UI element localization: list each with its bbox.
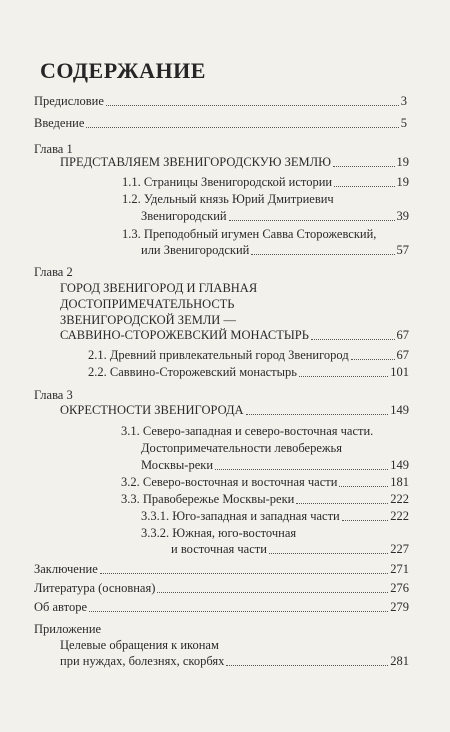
- appendix-label: Приложение: [34, 622, 102, 636]
- toc-page-number: 3: [400, 94, 407, 108]
- leader-dots: [246, 414, 389, 415]
- leader-dots: [339, 486, 388, 487]
- toc-entry-text: САВВИНО-СТОРОЖЕВСКИЙ МОНАСТЫРЬ: [60, 328, 309, 342]
- toc-entry-conclusion[interactable]: [34, 562, 409, 577]
- leader-dots: [269, 553, 388, 554]
- toc-page-number: 222: [390, 492, 409, 506]
- toc-entry-text: или Звенигородский: [141, 243, 250, 257]
- leader-dots: [86, 127, 398, 128]
- toc-entry-text: Звенигородский: [141, 209, 227, 223]
- toc-entry-text: 1.1. Страницы Звенигородской истории: [122, 175, 333, 189]
- leader-dots: [333, 166, 395, 167]
- toc-entry-text: Москвы-реки: [141, 458, 214, 472]
- toc-entry-1-2[interactable]: [141, 209, 409, 224]
- page-title: СОДЕРЖАНИЕ: [40, 58, 206, 83]
- toc-entry-text: ОКРЕСТНОСТИ ЗВЕНИГОРОДА: [60, 403, 244, 417]
- toc-entry-3-1-line-1: 3.1. Северо-западная и северо-восточная части.: [121, 424, 374, 438]
- toc-entry-3-3-2-line: 3.3.2. Южная, юго-восточная: [141, 526, 297, 540]
- toc-page-number: 276: [390, 581, 409, 595]
- chapter-3-label: Глава 3: [34, 388, 73, 402]
- toc-entry-2-2[interactable]: [88, 365, 409, 380]
- leader-dots: [89, 611, 388, 612]
- toc-entry-text: Литература (основная): [34, 581, 156, 595]
- leader-dots: [226, 665, 388, 666]
- toc-entry-text: ПРЕДСТАВЛЯЕМ ЗВЕНИГОРОДСКУЮ ЗЕМЛЮ: [60, 155, 331, 169]
- toc-page-number: 101: [390, 365, 409, 379]
- toc-page-number: 181: [390, 475, 409, 489]
- toc-page-number: 39: [396, 209, 409, 223]
- toc-entry-chapter-3-title[interactable]: [60, 403, 409, 418]
- toc-entry-3-1[interactable]: [141, 458, 409, 473]
- leader-dots: [215, 469, 388, 470]
- chapter-2-label: Глава 2: [34, 265, 73, 279]
- toc-page-number: 149: [390, 458, 409, 472]
- toc-page-number: 57: [396, 243, 409, 257]
- toc-entry-literature[interactable]: [34, 581, 409, 596]
- leader-dots: [311, 339, 395, 340]
- leader-dots: [334, 186, 394, 187]
- leader-dots: [251, 254, 394, 255]
- toc-page-number: 279: [390, 600, 409, 614]
- toc-entry-text: Предисловие: [34, 94, 104, 108]
- toc-entry-text: и восточная части: [171, 542, 267, 556]
- toc-entry-chapter-1-title[interactable]: [60, 155, 409, 170]
- leader-dots: [100, 573, 389, 574]
- toc-entry-chapter-2-title[interactable]: [60, 328, 409, 343]
- toc-page-number: 19: [396, 155, 409, 169]
- toc-entry-2-1[interactable]: [88, 348, 409, 363]
- leader-dots: [106, 105, 399, 106]
- toc-entry-text: Об авторе: [34, 600, 87, 614]
- leader-dots: [351, 359, 395, 360]
- toc-page-number: 5: [400, 116, 407, 130]
- toc-entry-text: при нуждах, болезнях, скорбях: [60, 654, 225, 668]
- toc-entry-3-3-2[interactable]: [171, 542, 409, 557]
- toc-page-number: 271: [390, 562, 409, 576]
- toc-entry-1-3-line: 1.3. Преподобный игумен Савва Сторожевский,: [122, 227, 377, 241]
- chapter-2-title-line-2: ДОСТОПРИМЕЧАТЕЛЬНОСТЬ: [60, 297, 235, 311]
- toc-entry-3-1-line-2: Достопримечательности левобережья: [141, 441, 342, 455]
- toc-page-number: 222: [390, 509, 409, 523]
- toc-page-number: 149: [390, 403, 409, 417]
- leader-dots: [299, 376, 388, 377]
- toc-entry-appendix[interactable]: [60, 654, 409, 669]
- appendix-title-line-1: Целевые обращения к иконам: [60, 638, 219, 652]
- toc-page-number: 281: [390, 654, 409, 668]
- toc-page-number: 67: [396, 348, 409, 362]
- chapter-2-title-line-3: ЗВЕНИГОРОДСКОЙ ЗЕМЛИ —: [60, 313, 236, 327]
- toc-entry-introduction[interactable]: [34, 116, 407, 131]
- chapter-1-label: Глава 1: [34, 142, 73, 156]
- chapter-2-title-line-1: ГОРОД ЗВЕНИГОРОД И ГЛАВНАЯ: [60, 281, 258, 295]
- leader-dots: [296, 503, 388, 504]
- toc-entry-text: 3.3.1. Юго-западная и западная части: [141, 509, 340, 523]
- toc-entry-text: Введение: [34, 116, 85, 130]
- toc-entry-3-3[interactable]: [121, 492, 409, 507]
- toc-page-number: 19: [396, 175, 409, 189]
- toc-entry-text: 3.2. Северо-восточная и восточная части: [121, 475, 338, 489]
- toc-entry-3-2[interactable]: [121, 475, 409, 490]
- leader-dots: [342, 520, 389, 521]
- toc-entry-1-2-line: 1.2. Удельный князь Юрий Дмитриевич: [122, 192, 334, 206]
- toc-entry-about-author[interactable]: [34, 600, 409, 615]
- toc-entry-1-3[interactable]: [141, 243, 409, 258]
- toc-entry-1-1[interactable]: [122, 175, 409, 190]
- toc-entry-text: 3.3. Правобережье Москвы-реки: [121, 492, 295, 506]
- leader-dots: [157, 592, 388, 593]
- leader-dots: [229, 220, 395, 221]
- toc-page-number: 227: [390, 542, 409, 556]
- toc-entry-preface[interactable]: [34, 94, 407, 109]
- toc-entry-3-3-1[interactable]: [141, 509, 409, 524]
- toc-entry-text: 2.2. Саввино-Сторожевский монастырь: [88, 365, 297, 379]
- toc-entry-text: 2.1. Древний привлекательный город Звенигород: [88, 348, 349, 362]
- toc-page-number: 67: [396, 328, 409, 342]
- toc-entry-text: Заключение: [34, 562, 98, 576]
